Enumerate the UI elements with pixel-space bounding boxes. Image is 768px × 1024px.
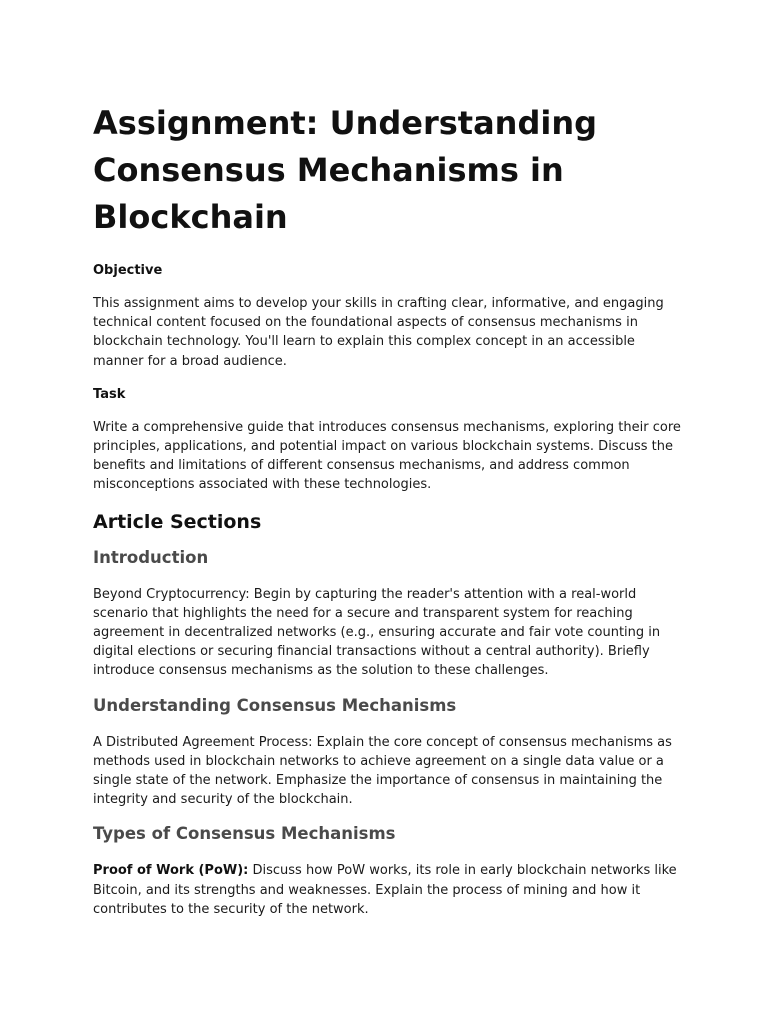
introduction-paragraph: Beyond Cryptocurrency: Begin by capturing the reader's attention with a real-world scenario that highlights the need for a secure and transparent system for reaching agreement in decentralized networks (e.g., ensuring accurate and fair vote counting in digital elections or securing financial transactions without a central authority). Briefly introduce consensus mechanisms as the solution to these challenges. (93, 586, 661, 679)
objective-label: Objective (93, 263, 163, 278)
understanding-paragraph: A Distributed Agreement Process: Explain the core concept of consensus mechanisms as methods used in blockchain networks to achieve agreement on a single data value or a single state of the network. Emphasize the importance of consensus in maintaining the integrity and security of the blockchain. (93, 734, 672, 808)
understanding-heading: Understanding Consensus Mechanisms (93, 695, 457, 715)
article-sections-heading: Article Sections (93, 510, 262, 533)
introduction-heading: Introduction (93, 547, 209, 567)
objective-paragraph: This assignment aims to develop your skills in crafting clear, informative, and engaging technical content focused on the foundational aspects of consensus mechanisms in blockchain technology. You'll learn to explain this complex concept in an accessible manner for a broad audience. (93, 296, 664, 369)
task-paragraph: Write a comprehensive guide that introduces consensus mechanisms, exploring their core principles, applications, and potential impact on various blockchain systems. Discuss the benefits and limitations of different consensus mechanisms, and address common misconceptions associated with these technologies. (93, 419, 681, 493)
task-label: Task (93, 386, 126, 402)
pow-paragraph (93, 861, 683, 919)
document-title: Assignment: Understanding Consensus Mechanisms in Blockchain (93, 104, 598, 236)
pow-term: Proof of Work (PoW): (93, 863, 249, 879)
pow-text: Discuss how PoW works, its role in early blockchain networks like Bitcoin, and its strengths and weaknesses. Explain the process of mining and how it contributes to the security of the network. (93, 863, 677, 917)
types-heading: Types of Consensus Mechanisms (93, 824, 396, 844)
